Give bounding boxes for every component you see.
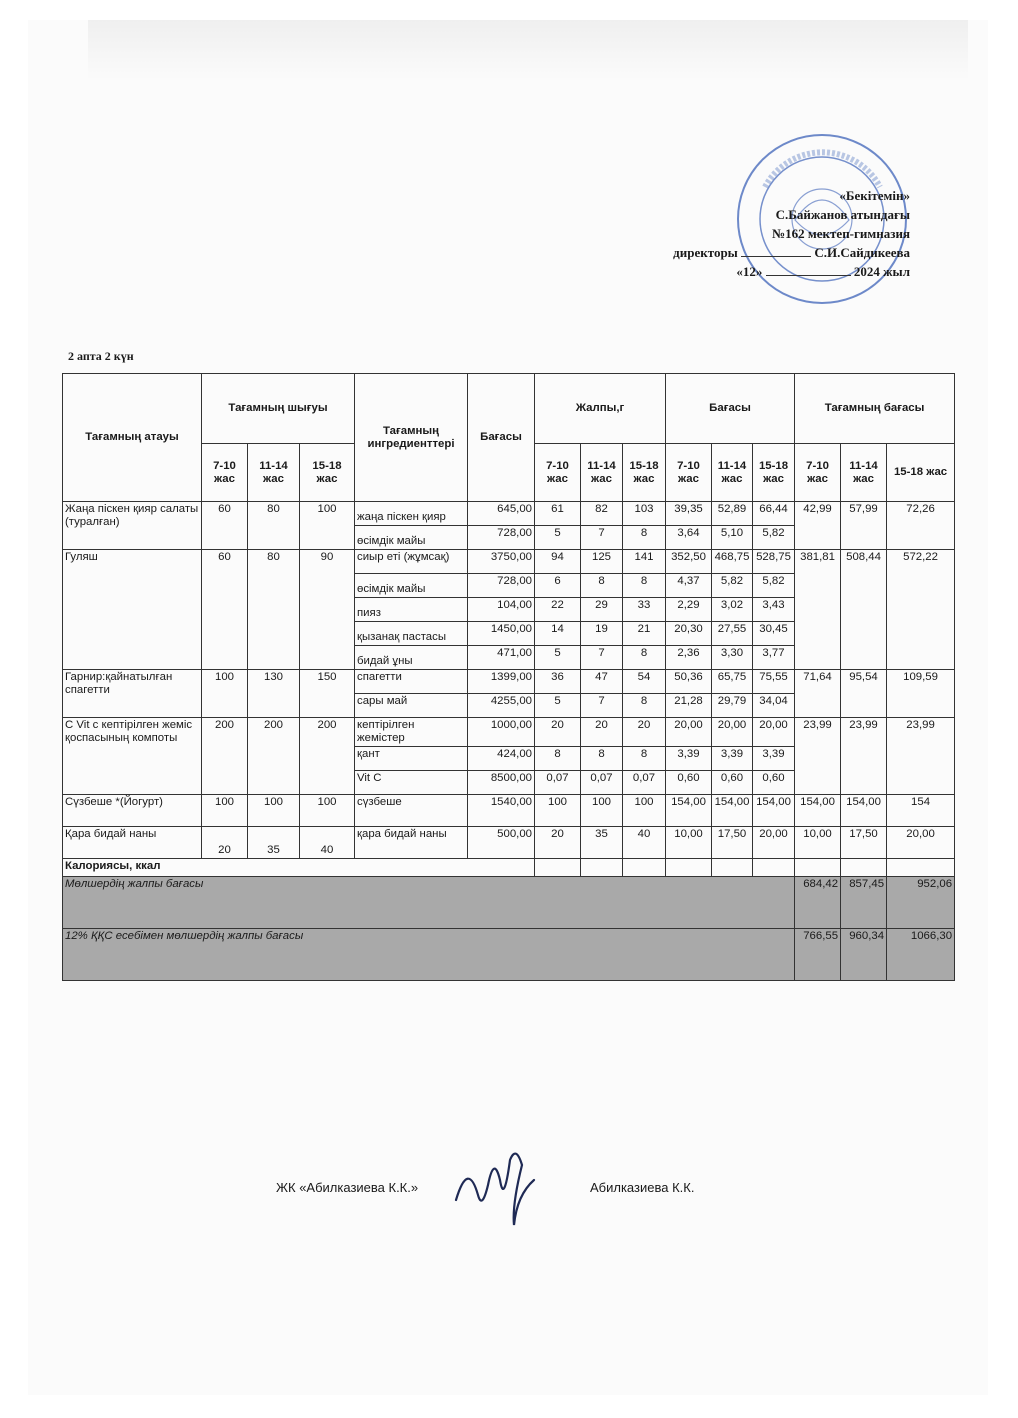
ingredient-value-cell: 94 — [535, 550, 581, 574]
dish-price-cell: 72,26 — [887, 502, 955, 550]
ingredient-value-cell: 0,07 — [623, 771, 666, 795]
dish-name-cell: Гарнир:қайнатылған спагетти — [63, 670, 202, 718]
ingredient-value-cell: 154,00 — [712, 795, 753, 827]
output-cell: 35 — [248, 827, 300, 859]
dish-price-cell: 154 — [887, 795, 955, 827]
age-header-cell: 7-10 жас — [202, 444, 248, 502]
dish-price-cell: 23,99 — [887, 718, 955, 795]
output-cell: 20 — [202, 827, 248, 859]
ingredient-value-cell: 21,28 — [666, 694, 712, 718]
ingredient-value-cell: 100 — [623, 795, 666, 827]
ingredient-value-cell: 125 — [581, 550, 623, 574]
ingredient-value-cell: 20,00 — [712, 718, 753, 747]
ingredient-value-cell: 10,00 — [666, 827, 712, 859]
output-cell: 130 — [248, 670, 300, 718]
calories-row — [63, 859, 955, 877]
table-row — [63, 670, 955, 694]
ingredient-value-cell: 100 — [581, 795, 623, 827]
header-output: Тағамның шығуы — [202, 374, 355, 444]
dish-name-cell: Қара бидай наны — [63, 827, 202, 859]
dish-price-cell: 109,59 — [887, 670, 955, 718]
header-cost: Бағасы — [666, 374, 795, 444]
ingredient-value-cell: 50,36 — [666, 670, 712, 694]
dish-price-cell: 572,22 — [887, 550, 955, 670]
ingredient-price-cell: 645,00 — [468, 502, 535, 526]
ingredient-name-cell: қара бидай наны — [355, 827, 468, 859]
ingredient-value-cell: 3,77 — [753, 646, 795, 670]
output-cell: 100 — [202, 795, 248, 827]
ingredient-name-cell: пияз — [355, 598, 468, 622]
output-cell: 100 — [248, 795, 300, 827]
ingredient-value-cell: 3,02 — [712, 598, 753, 622]
total-vat-row-label: 12% ҚҚС есебімен мөлшердің жалпы бағасы — [63, 929, 795, 981]
ingredient-value-cell: 29,79 — [712, 694, 753, 718]
table-row — [63, 718, 955, 747]
ingredient-name-cell: сары май — [355, 694, 468, 718]
ingredient-name-cell: жаңа піскен қияр — [355, 502, 468, 526]
calories-label: Калориясы, ккал — [65, 860, 161, 872]
ingredient-value-cell: 3,39 — [712, 747, 753, 771]
ingredient-value-cell: 5,82 — [712, 574, 753, 598]
empty-cell — [753, 859, 795, 877]
ingredient-value-cell: 5 — [535, 694, 581, 718]
ingredient-value-cell: 27,55 — [712, 622, 753, 646]
table-row — [63, 827, 955, 859]
ingredient-value-cell: 21 — [623, 622, 666, 646]
header-dish-price: Тағамның бағасы — [795, 374, 955, 444]
menu-table — [62, 373, 955, 981]
ingredient-value-cell: 103 — [623, 502, 666, 526]
empty-cell — [666, 859, 712, 877]
output-cell: 90 — [300, 550, 355, 670]
dish-price-cell: 23,99 — [841, 718, 887, 795]
ingredient-value-cell: 8 — [623, 574, 666, 598]
ingredient-value-cell: 3,64 — [666, 526, 712, 550]
ingredient-value-cell: 4,37 — [666, 574, 712, 598]
ingredient-value-cell: 7 — [581, 526, 623, 550]
ingredient-value-cell: 5 — [535, 526, 581, 550]
ingredient-value-cell: 75,55 — [753, 670, 795, 694]
total-row-label: Мөлшердің жалпы бағасы — [63, 877, 795, 929]
age-header-cell: 11-14 жас — [712, 444, 753, 502]
ingredient-value-cell: 8 — [623, 526, 666, 550]
ingredient-price-cell: 4255,00 — [468, 694, 535, 718]
output-cell: 200 — [248, 718, 300, 795]
ingredient-value-cell: 5,82 — [753, 526, 795, 550]
age-header-cell: 11-14 жас — [581, 444, 623, 502]
approval-date-year: 2024 жыл — [853, 264, 910, 279]
approval-director-label: директоры — [673, 245, 738, 260]
header-price: Бағасы — [468, 374, 535, 502]
ingredient-price-cell: 1399,00 — [468, 670, 535, 694]
ingredient-value-cell: 7 — [581, 646, 623, 670]
ingredient-price-cell: 1450,00 — [468, 622, 535, 646]
ingredient-value-cell: 0,60 — [712, 771, 753, 795]
approval-block — [640, 186, 910, 281]
output-cell: 80 — [248, 550, 300, 670]
approval-director — [640, 243, 910, 262]
dish-price-cell: 154,00 — [841, 795, 887, 827]
age-header-cell: 11-14 жас — [248, 444, 300, 502]
ingredient-value-cell: 3,39 — [753, 747, 795, 771]
dish-name-cell: Жаңа піскен қияр салаты (туралған) — [63, 502, 202, 550]
dish-name-cell: Сүзбеше *(Йогурт) — [63, 795, 202, 827]
age-header-cell: 15-18 жас — [623, 444, 666, 502]
ingredient-name-cell: қант — [355, 747, 468, 771]
total-row — [63, 877, 955, 929]
total-vat-row-value: 766,55 — [795, 929, 841, 981]
ingredient-value-cell: 2,36 — [666, 646, 712, 670]
table-row — [63, 502, 955, 526]
ingredient-value-cell: 0,60 — [753, 771, 795, 795]
ingredient-price-cell: 3750,00 — [468, 550, 535, 574]
age-header-cell: 7-10 жас — [666, 444, 712, 502]
ingredient-value-cell: 8 — [623, 646, 666, 670]
ingredient-value-cell: 29 — [581, 598, 623, 622]
approval-director-name: С.И.Сайдикеева — [814, 245, 910, 260]
ingredient-value-cell: 65,75 — [712, 670, 753, 694]
dish-price-cell: 23,99 — [795, 718, 841, 795]
ingredient-value-cell: 528,75 — [753, 550, 795, 574]
empty-cell — [841, 859, 887, 877]
calories-label-cell — [63, 859, 535, 877]
dish-price-cell: 17,50 — [841, 827, 887, 859]
approval-date-day: «12» — [736, 264, 763, 279]
ingredient-value-cell: 7 — [581, 694, 623, 718]
ingredient-value-cell: 39,35 — [666, 502, 712, 526]
ingredient-value-cell: 20 — [535, 827, 581, 859]
ingredient-value-cell: 54 — [623, 670, 666, 694]
dish-price-cell: 57,99 — [841, 502, 887, 550]
ingredient-value-cell: 47 — [581, 670, 623, 694]
output-cell: 60 — [202, 550, 248, 670]
approval-school-number: №162 мектеп-гимназия — [772, 226, 910, 241]
header-ingredients: Тағамның ингредиенттері — [355, 374, 468, 502]
dish-price-cell: 10,00 — [795, 827, 841, 859]
ingredient-price-cell: 1000,00 — [468, 718, 535, 747]
total-vat-row — [63, 929, 955, 981]
ingredient-price-cell: 1540,00 — [468, 795, 535, 827]
ingredient-value-cell: 20 — [581, 718, 623, 747]
age-header-cell: 11-14 жас — [841, 444, 887, 502]
footer-signer: Абилказиева К.К. — [590, 1180, 695, 1195]
age-header-cell: 7-10 жас — [795, 444, 841, 502]
age-header-cell: 15-18 жас — [300, 444, 355, 502]
ingredient-name-cell: бидай ұны — [355, 646, 468, 670]
ingredient-value-cell: 19 — [581, 622, 623, 646]
ingredient-value-cell: 154,00 — [753, 795, 795, 827]
ingredient-value-cell: 8 — [581, 747, 623, 771]
ingredient-value-cell: 34,04 — [753, 694, 795, 718]
ingredient-value-cell: 0,07 — [581, 771, 623, 795]
ingredient-value-cell: 5,82 — [753, 574, 795, 598]
ingredient-value-cell: 20,30 — [666, 622, 712, 646]
empty-cell — [581, 859, 623, 877]
ingredient-value-cell: 52,89 — [712, 502, 753, 526]
ingredient-value-cell: 20,00 — [666, 718, 712, 747]
ingredient-name-cell: өсімдік майы — [355, 526, 468, 550]
ingredient-value-cell: 17,50 — [712, 827, 753, 859]
ingredient-value-cell: 352,50 — [666, 550, 712, 574]
header-dish-name: Тағамның атауы — [63, 374, 202, 502]
output-cell: 80 — [248, 502, 300, 550]
empty-cell — [887, 859, 955, 877]
ingredient-value-cell: 40 — [623, 827, 666, 859]
output-cell: 40 — [300, 827, 355, 859]
age-header-cell: 15-18 жас — [887, 444, 955, 502]
total-row-value: 952,06 — [887, 877, 955, 929]
output-cell: 100 — [300, 502, 355, 550]
ingredient-name-cell: қызанақ пастасы — [355, 622, 468, 646]
total-row-value: 857,45 — [841, 877, 887, 929]
ingredient-value-cell: 8 — [535, 747, 581, 771]
dish-price-cell: 381,81 — [795, 550, 841, 670]
ingredient-value-cell: 20 — [623, 718, 666, 747]
approval-school-name: С.Байжанов атындағы — [775, 207, 910, 222]
dish-name-cell: С Vit с кептірілген жеміс қоспасының компоты — [63, 718, 202, 795]
ingredient-value-cell: 22 — [535, 598, 581, 622]
ingredient-value-cell: 30,45 — [753, 622, 795, 646]
ingredient-price-cell: 500,00 — [468, 827, 535, 859]
footer-company: ЖК «Абилказиева К.К.» — [276, 1180, 419, 1195]
ingredient-value-cell: 154,00 — [666, 795, 712, 827]
ingredient-value-cell: 20,00 — [753, 718, 795, 747]
dish-price-cell: 154,00 — [795, 795, 841, 827]
ingredient-value-cell: 6 — [535, 574, 581, 598]
ingredient-value-cell: 100 — [535, 795, 581, 827]
ingredient-name-cell: кептірілген жемістер — [355, 718, 468, 747]
ingredient-value-cell: 82 — [581, 502, 623, 526]
ingredient-value-cell: 66,44 — [753, 502, 795, 526]
ingredient-value-cell: 5 — [535, 646, 581, 670]
ingredient-name-cell: Vit C — [355, 771, 468, 795]
approval-title: «Бекітемін» — [839, 188, 910, 203]
day-title: 2 апта 2 күн — [68, 349, 134, 363]
ingredient-value-cell: 468,75 — [712, 550, 753, 574]
ingredient-value-cell: 8 — [581, 574, 623, 598]
ingredient-value-cell: 3,39 — [666, 747, 712, 771]
ingredient-value-cell: 3,43 — [753, 598, 795, 622]
ingredient-price-cell: 471,00 — [468, 646, 535, 670]
ingredient-value-cell: 20,00 — [753, 827, 795, 859]
dish-price-cell: 508,44 — [841, 550, 887, 670]
age-header-cell: 7-10 жас — [535, 444, 581, 502]
dish-price-cell: 20,00 — [887, 827, 955, 859]
output-cell: 100 — [300, 795, 355, 827]
header-gross: Жалпы,г — [535, 374, 666, 444]
ingredient-price-cell: 728,00 — [468, 526, 535, 550]
menu-body — [63, 502, 955, 981]
ingredient-value-cell: 3,30 — [712, 646, 753, 670]
empty-cell — [795, 859, 841, 877]
dish-price-cell: 71,64 — [795, 670, 841, 718]
ingredient-value-cell: 36 — [535, 670, 581, 694]
ingredient-value-cell: 14 — [535, 622, 581, 646]
ingredient-value-cell: 20 — [535, 718, 581, 747]
total-vat-row-value: 960,34 — [841, 929, 887, 981]
ingredient-price-cell: 104,00 — [468, 598, 535, 622]
total-row-value: 684,42 — [795, 877, 841, 929]
age-header-cell: 15-18 жас — [753, 444, 795, 502]
ingredient-value-cell: 8 — [623, 747, 666, 771]
ingredient-value-cell: 33 — [623, 598, 666, 622]
dish-name-cell: Гуляш — [63, 550, 202, 670]
dish-price-cell: 42,99 — [795, 502, 841, 550]
ingredient-price-cell: 8500,00 — [468, 771, 535, 795]
ingredient-value-cell: 5,10 — [712, 526, 753, 550]
signature — [448, 1140, 558, 1240]
empty-cell — [712, 859, 753, 877]
ingredient-name-cell: өсімдік майы — [355, 574, 468, 598]
table-row — [63, 550, 955, 574]
output-cell: 200 — [300, 718, 355, 795]
ingredient-value-cell: 0,07 — [535, 771, 581, 795]
ingredient-name-cell: сүзбеше — [355, 795, 468, 827]
scan-shadow — [88, 20, 968, 80]
ingredient-value-cell: 8 — [623, 694, 666, 718]
approval-date — [640, 262, 910, 281]
ingredient-price-cell: 424,00 — [468, 747, 535, 771]
empty-cell — [623, 859, 666, 877]
ingredient-value-cell: 61 — [535, 502, 581, 526]
output-cell: 100 — [202, 670, 248, 718]
output-cell: 60 — [202, 502, 248, 550]
ingredient-value-cell: 35 — [581, 827, 623, 859]
total-vat-row-value: 1066,30 — [887, 929, 955, 981]
output-cell: 200 — [202, 718, 248, 795]
ingredient-value-cell: 0,60 — [666, 771, 712, 795]
ingredient-value-cell: 2,29 — [666, 598, 712, 622]
empty-cell — [535, 859, 581, 877]
dish-price-cell: 95,54 — [841, 670, 887, 718]
ingredient-price-cell: 728,00 — [468, 574, 535, 598]
ingredient-name-cell: спагетти — [355, 670, 468, 694]
table-row — [63, 795, 955, 827]
ingredient-name-cell: сиыр еті (жұмсақ) — [355, 550, 468, 574]
output-cell: 150 — [300, 670, 355, 718]
ingredient-value-cell: 141 — [623, 550, 666, 574]
